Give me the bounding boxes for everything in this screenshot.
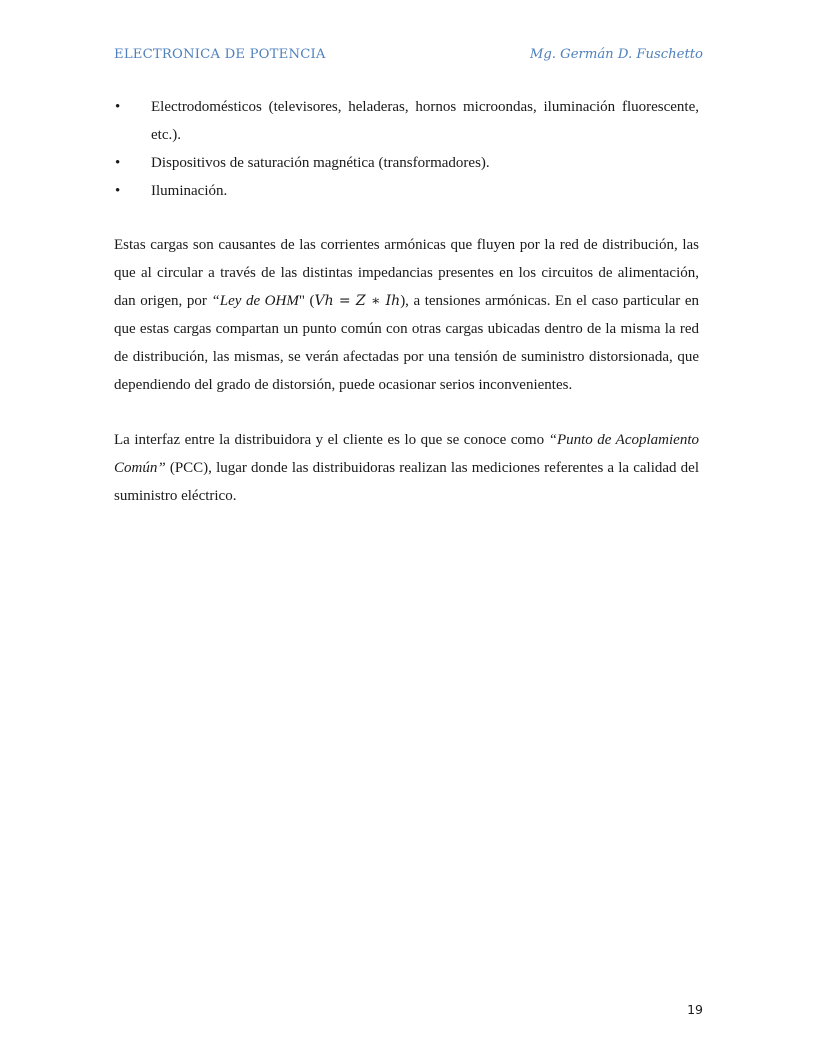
paragraph-pcc — [114, 426, 699, 510]
ohm-law-quote: “Ley de OHM — [211, 293, 299, 309]
paragraph-text: (PCC), lugar donde las distribuidoras realizan las mediciones referentes a la calidad del suministro eléctrico. — [114, 460, 699, 504]
paragraph-text: Estas cargas son causantes de las corrientes armónicas que fluyen por la red de distribución, las que al circular a través de las distintas impedancias presentes en los circuitos de alimentación, dan origen, por — [114, 237, 699, 309]
bullet-icon: • — [115, 183, 121, 199]
list-item — [114, 93, 699, 149]
list-item — [114, 177, 699, 205]
list-item — [114, 149, 699, 177]
header-author: Mg. Germán D. Fuschetto — [529, 47, 703, 62]
paragraph-text: " ( — [298, 293, 315, 309]
list-item-text: Electrodomésticos (televisores, heladeras, hornos microondas, iluminación fluorescente, etc.). — [151, 99, 699, 143]
bullet-icon: • — [115, 99, 121, 115]
paragraph-harmonic-loads — [114, 231, 699, 399]
page-number: 19 — [687, 1002, 703, 1017]
pcc-term: “Punto de Acoplamiento Común” — [114, 432, 699, 476]
page-header — [114, 47, 703, 69]
list-item-text: Iluminación. — [151, 183, 228, 199]
list-item-text: Dispositivos de saturación magnética (transformadores). — [151, 155, 490, 171]
header-course-title: ELECTRONICA DE POTENCIA — [114, 47, 326, 62]
paragraph-text: ), a tensiones armónicas. En el caso particular en que estas cargas compartan un punto común con otras cargas ubicadas dentro de la misma la red de distribución, las mismas, se verán afectadas por una tensión de suministro distorsionada, que dependiendo del grado de distorsión, puede ocasionar serios inconvenientes. — [114, 293, 700, 393]
page-body — [114, 93, 699, 510]
bullet-list — [114, 93, 699, 205]
ohm-formula: Vh = Z ∗ Ih — [314, 293, 401, 309]
bullet-icon: • — [115, 155, 121, 171]
paragraph-text: La interfaz entre la distribuidora y el cliente es lo que se conoce como — [114, 432, 549, 448]
